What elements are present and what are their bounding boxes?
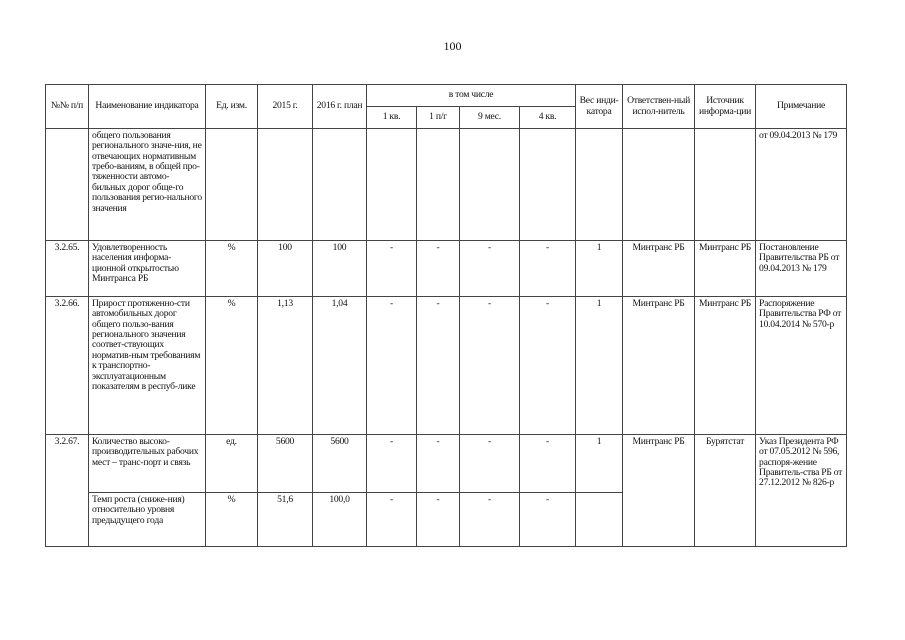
cell-2016: 1,04: [313, 297, 367, 435]
cell-responsible: Минтранс РБ: [623, 241, 695, 297]
cell-2016: 100: [313, 241, 367, 297]
cell-q4: -: [520, 241, 576, 297]
cell-source: Минтранс РБ: [695, 297, 756, 435]
cell-num: 3.2.65.: [46, 241, 89, 297]
cell-indicator-name: Темп роста (сниже-ния) относительно уровня предыдущего года: [89, 493, 206, 547]
header-unit: Ед. изм.: [206, 85, 258, 129]
cell-9m: -: [460, 241, 520, 297]
cell-unit: %: [206, 297, 258, 435]
cell-note: Постановление Правительства РБ от 09.04.2013 № 179: [756, 241, 847, 297]
cell-2015: 100: [258, 241, 313, 297]
header-weight: Вес инди-катора: [576, 85, 623, 129]
header-9m: 9 мес.: [460, 107, 520, 129]
cell-h1: -: [417, 493, 460, 547]
cell-2015: 5600: [258, 435, 313, 493]
header-including: в том числе: [367, 85, 576, 107]
cell-indicator-name: общего пользования регионального значе-ния, не отвечающих нормативным требо-ваниям, в общей про-тяженности автомо-бильных дорог обще-го пользования регио-нального значения: [89, 129, 206, 241]
cell-h1: -: [417, 435, 460, 493]
header-responsible: Ответствен-ный испол-нитель: [623, 85, 695, 129]
header-q1: 1 кв.: [367, 107, 417, 129]
cell-weight: [576, 493, 623, 547]
cell-2015: 1,13: [258, 297, 313, 435]
cell-weight: 1: [576, 241, 623, 297]
cell-note: Указ Президента РФ от 07.05.2012 № 596, распоря-жение Правитель-ства РБ от 27.12.2012 № 826-р: [756, 435, 847, 547]
cell-note: от 09.04.2013 № 179: [756, 129, 847, 241]
header-name: Наименование индикатора: [89, 85, 206, 129]
cell-q4: -: [520, 435, 576, 493]
cell-2016: 100,0: [313, 493, 367, 547]
cell-responsible: Минтранс РБ: [623, 297, 695, 435]
cell-q4: -: [520, 493, 576, 547]
cell-2015: 51,6: [258, 493, 313, 547]
cell-q1: -: [367, 435, 417, 493]
cell-h1: -: [417, 297, 460, 435]
cell-num: 3.2.66.: [46, 297, 89, 435]
cell-indicator-name: Прирост протяженно-сти автомобильных дорог общего пользо-вания регионального значения соответ-ствующих норматив-ным требованиям к транспортно-эксплуатационным показателям в респуб-лике: [89, 297, 206, 435]
cell-q1: -: [367, 297, 417, 435]
cell-unit: %: [206, 241, 258, 297]
cell-source: Бурятстат: [695, 435, 756, 547]
cell-note: Распоряжение Правительства РФ от 10.04.2014 № 570-р: [756, 297, 847, 435]
table-row: [46, 129, 847, 241]
table-row: [46, 241, 847, 297]
cell-9m: -: [460, 435, 520, 493]
header-2016: 2016 г. план: [313, 85, 367, 129]
cell-num: [46, 129, 89, 241]
cell-q1: -: [367, 241, 417, 297]
cell-source: Минтранс РБ: [695, 241, 756, 297]
cell-9m: -: [460, 297, 520, 435]
cell-9m: -: [460, 493, 520, 547]
header-note: Примечание: [756, 85, 847, 129]
cell-2016: 5600: [313, 435, 367, 493]
cell-q1: -: [367, 493, 417, 547]
table-row: [46, 297, 847, 435]
cell-unit: ед.: [206, 435, 258, 493]
header-q4: 4 кв.: [520, 107, 576, 129]
cell-indicator-name: Количество высоко-производительных рабочих мест – транс-порт и связь: [89, 435, 206, 493]
header-source: Источник информа-ции: [695, 85, 756, 129]
cell-weight: 1: [576, 297, 623, 435]
cell-q4: -: [520, 297, 576, 435]
cell-weight: 1: [576, 435, 623, 493]
cell-unit: %: [206, 493, 258, 547]
cell-responsible: Минтранс РБ: [623, 435, 695, 547]
header-2015: 2015 г.: [258, 85, 313, 129]
cell-indicator-name: Удовлетворенность населения информа-ционной открытостью Минтранса РБ: [89, 241, 206, 297]
header-h1: 1 п/г: [417, 107, 460, 129]
cell-h1: -: [417, 241, 460, 297]
page-number: 100: [443, 39, 462, 53]
table-row: [46, 435, 847, 493]
header-num: №№ п/п: [46, 85, 89, 129]
cell-num: 3.2.67.: [46, 435, 89, 547]
indicators-table: [45, 84, 847, 547]
